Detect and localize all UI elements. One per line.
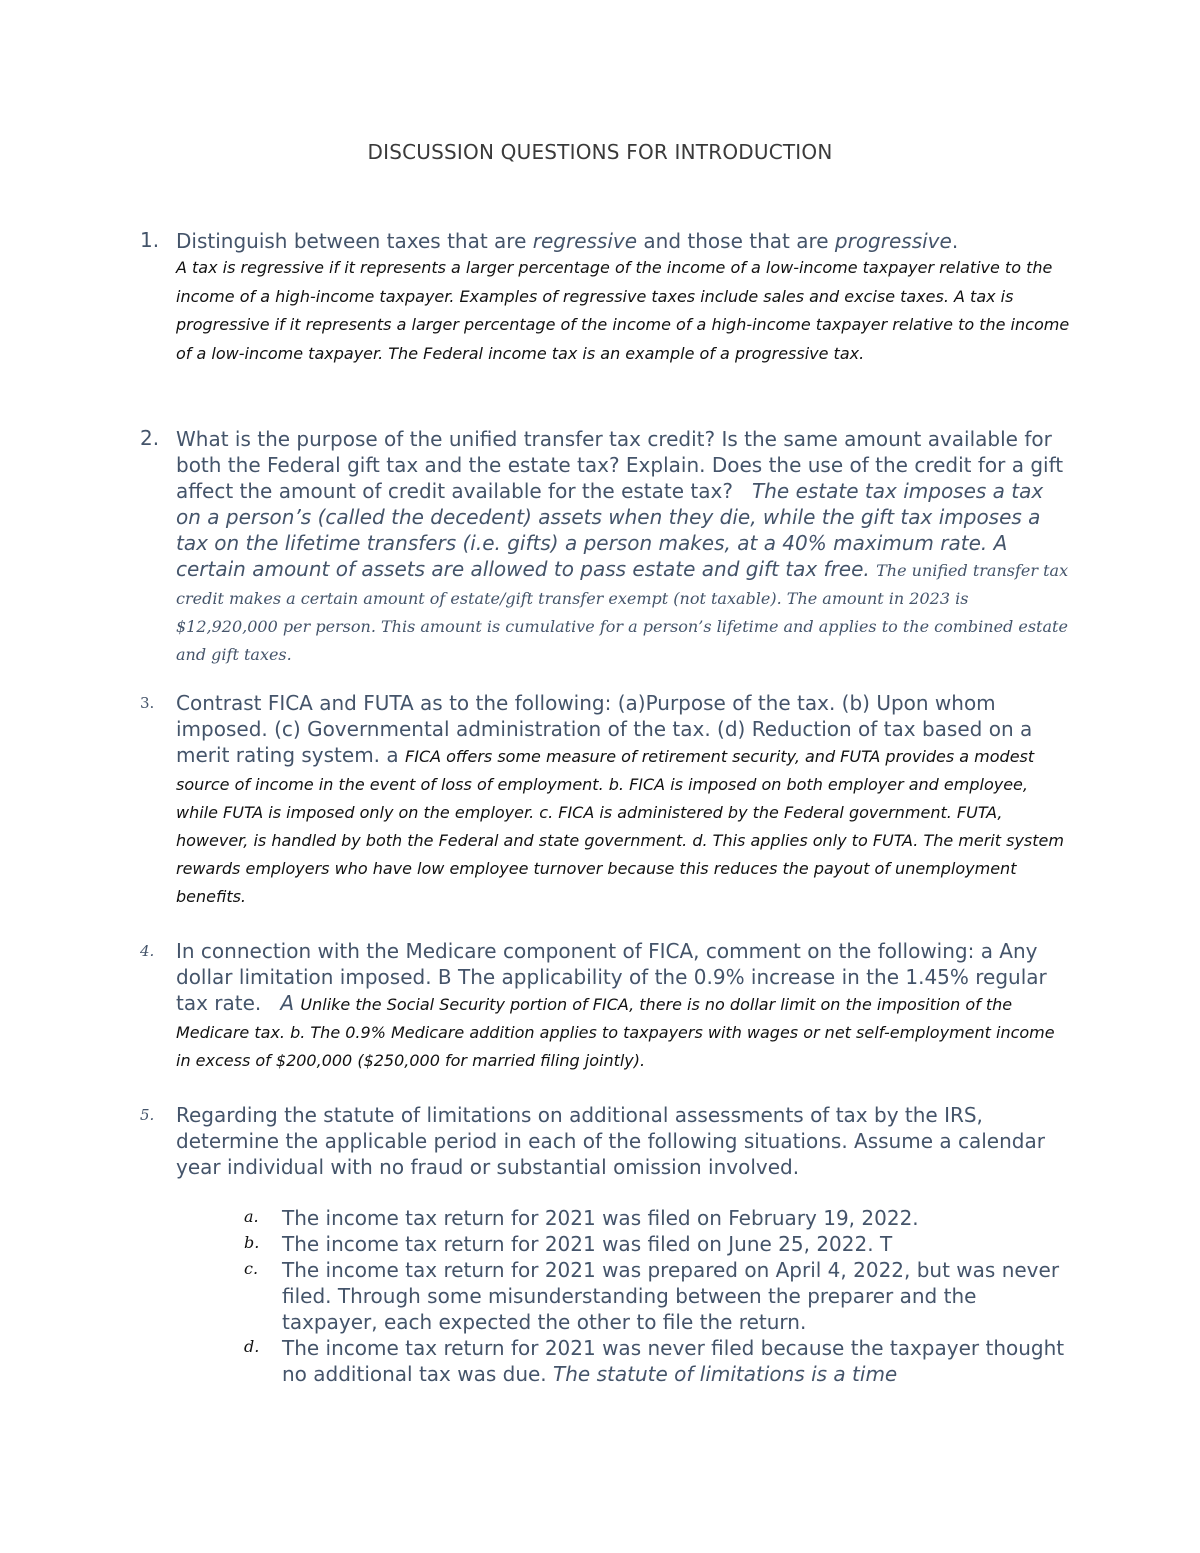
question-text: Contrast FICA and FUTA as to the following: (a)Purpose of the tax. (b) Upon whom imposed. (c) Governmental administration of the tax. (d) Reduction of tax based on a merit rating system. a FICA offers some measure of retirement security, and FUTA provides a modest source of income in the event of loss of employment. b. FICA is imposed on both employer and employee, while FUTA is imposed only on the employer. c. FICA is administered by the Federal government. FUTA, however, is handled by both the Federal and state government. d. This applies only to FUTA. The merit system rewards employers who have low employee turnover because this reduces the payout of unemployment benefits. [176,691,1064,906]
sub-question-b [244,1231,1070,1257]
question-1 [140,228,1070,368]
sub-question-d [244,1335,1070,1387]
sub-question-text: The income tax return for 2021 was filed on February 19, 2022. [282,1206,919,1230]
answer-text: The statute of limitations is a time [553,1362,898,1386]
answer-text: A tax is regressive if it represents a larger percentage of the income of a low-income taxpayer relative to the income of a high-income taxpayer. Examples of regressive taxes include sales and excise taxes. A tax is progressive if it represents a larger percentage of the income of a high-income taxpayer relative to the income of a low-income taxpayer. The Federal income tax is an example of a progressive tax. [176,258,1070,363]
answer-text: Unlike the Social Security portion of FICA, there is no dollar limit on the imposition of the Medicare tax. b. The 0.9% Medicare addition applies to taxpayers with wages or net self-employment income in excess of $200,000 ($250,000 for married filing jointly). [176,995,1055,1070]
question-number: 4. [140,942,155,960]
question-number: 3. [140,694,155,712]
sub-question-text: The income tax return for 2021 was prepared on April 4, 2022, but was never filed. Through some misunderstanding between the preparer and the taxpayer, each expected the other to file the return. [282,1258,1060,1334]
answer-text-continued: The unified transfer tax credit makes a certain amount of estate/gift transfer exempt (not taxable). The amount in 2023 is $12,920,000 per person. This amount is cumulative for a person’s lifetime and applies to the combined estate and gift taxes. [176,561,1069,664]
sub-question-text: The income tax return for 2021 was filed on June 25, 2022. T [282,1232,893,1256]
sub-question-letter: b. [244,1233,260,1252]
question-5 [140,1102,1070,1180]
sub-question-c [244,1257,1070,1335]
question-text: In connection with the Medicare component of FICA, comment on the following: a Any dollar limitation imposed. B The applicability of the 0.9% increase in the 1.45% regular tax rate. A Unlike the Social Security portion of FICA, there is no dollar limit on the imposition of the Medicare tax. b. The 0.9% Medicare addition applies to taxpayers with wages or net self-employment income in excess of $200,000 ($250,000 for married filing jointly). [176,939,1055,1070]
sub-question-letter: c. [244,1259,259,1278]
question-4 [140,938,1070,1074]
question-text: Distinguish between taxes that are regressive and those that are progressive. [176,229,959,253]
sub-question-a [244,1205,1070,1231]
question-text: Regarding the statute of limitations on additional assessments of tax by the IRS, determine the applicable period in each of the following situations. Assume a calendar year individual with no fraud or substantial omission involved. [176,1103,1045,1179]
answer-text: FICA offers some measure of retirement security, and FUTA provides a modest source of income in the event of loss of employment. b. FICA is imposed on both employer and employee, while FUTA is imposed only on the employer. c. FICA is administered by the Federal government. FUTA, however, is handled by both the Federal and state government. d. This applies only to FUTA. The merit system rewards employers who have low employee turnover because this reduces the payout of unemployment benefits. [176,747,1064,906]
question-text: What is the purpose of the unified transfer tax credit? Is the same amount available for both the Federal gift tax and the estate tax? Explain. Does the use of the credit for a gift affect the amount of credit available for the estate tax? The estate tax imposes a tax on a person’s (called the decedent) assets when they die, while the gift tax imposes a tax on the lifetime transfers (i.e. gifts) a person makes, at a 40% maximum rate. A certain amount of assets are allowed to pass estate and gift tax free. The unified transfer tax credit makes a certain amount of estate/gift transfer exempt (not taxable). The amount in 2023 is $12,920,000 per person. This amount is cumulative for a person’s lifetime and applies to the combined estate and gift taxes. [176,427,1069,664]
sub-question-list [140,1205,1070,1387]
page-title: DISCUSSION QUESTIONS FOR INTRODUCTION [367,140,833,164]
sub-question-text: The income tax return for 2021 was never filed because the taxpayer thought no additional tax was due. [282,1336,1065,1386]
answer-text: The estate tax imposes a tax on a person’s (called the decedent) assets when they die, while the gift tax imposes a tax on the lifetime transfers (i.e. gifts) a person makes, at a 40% maximum rate. A certain amount of assets are allowed to pass estate and gift tax free. [176,479,1044,581]
sub-question-letter: a. [244,1207,259,1226]
question-number: 1. [140,228,160,252]
sub-question-letter: d. [244,1337,260,1356]
question-3 [140,690,1070,910]
question-2 [140,426,1070,668]
question-number: 2. [140,426,160,450]
question-number: 5. [140,1106,155,1124]
